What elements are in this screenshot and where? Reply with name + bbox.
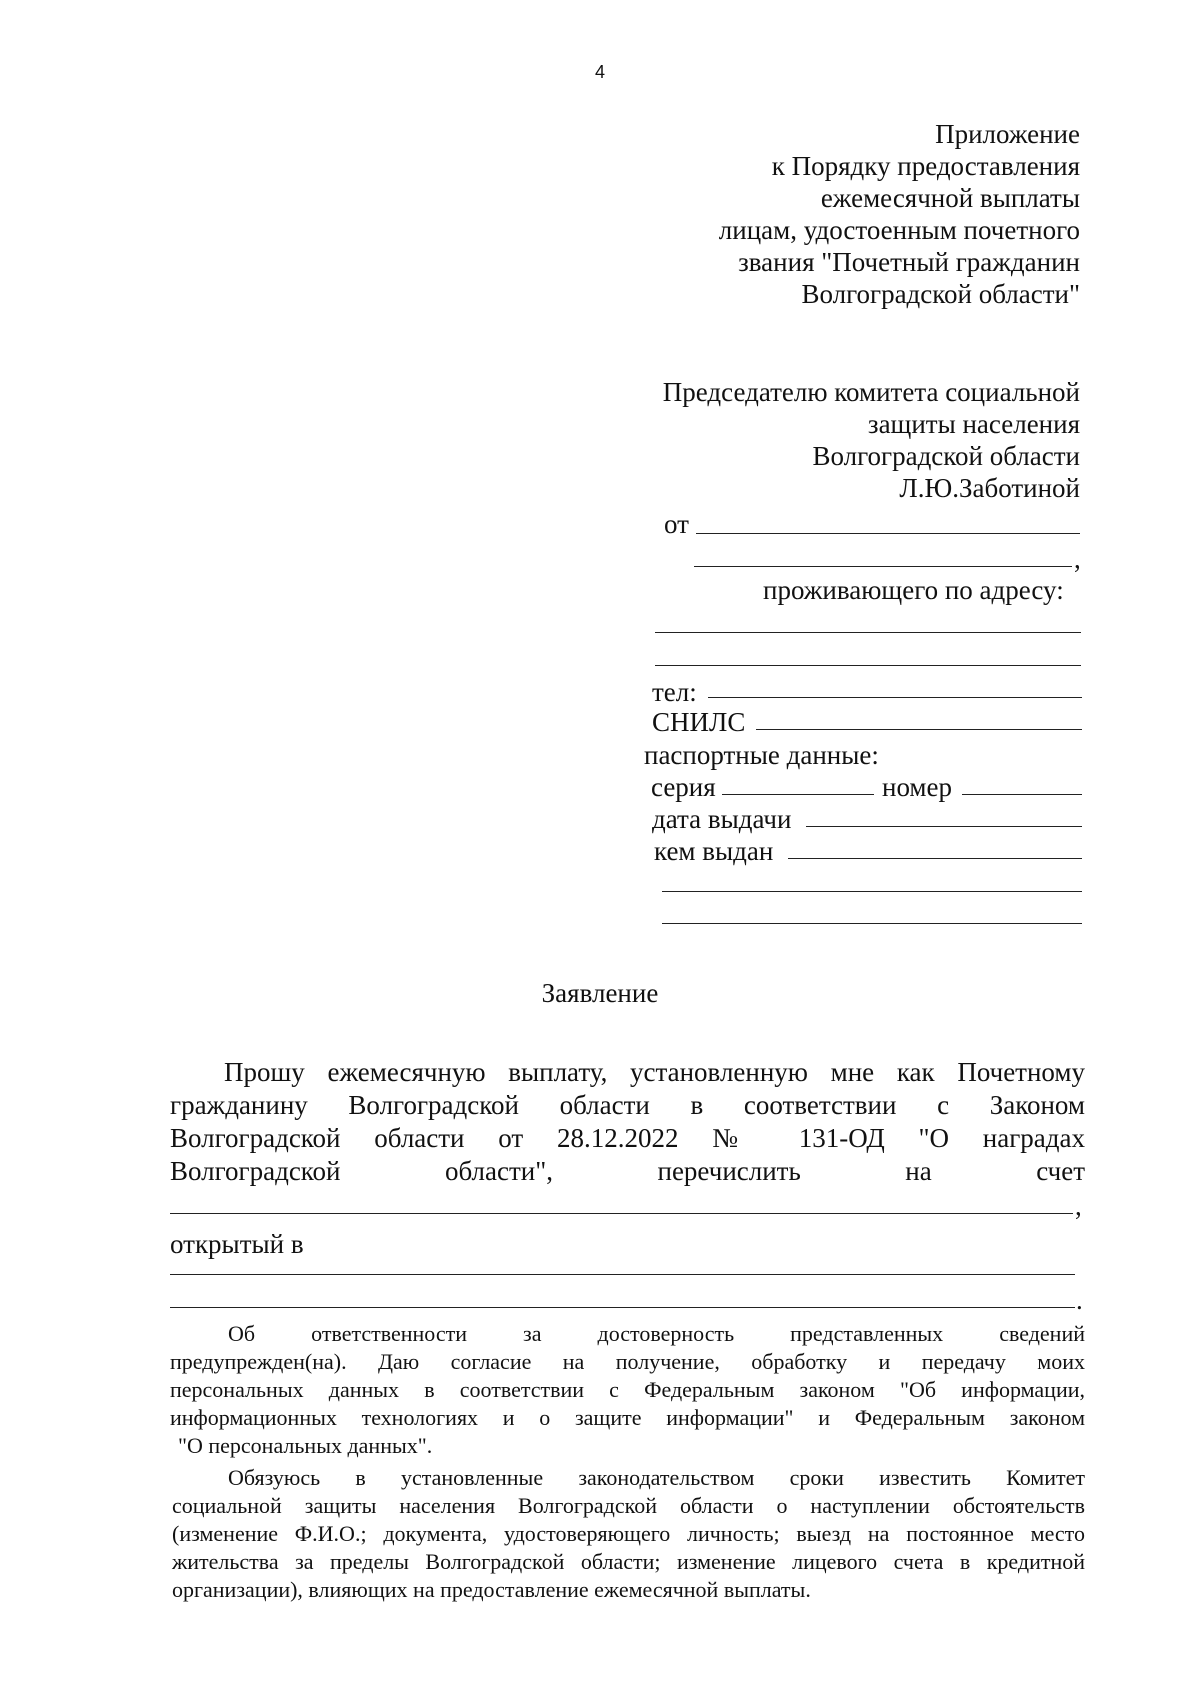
addressee-line: Л.Ю.Заботиной	[899, 473, 1080, 503]
opened-in-label: открытый в	[170, 1229, 304, 1259]
residing-label: проживающего по адресу:	[763, 575, 1064, 605]
address-field-1[interactable]	[655, 632, 1081, 633]
consent-line: предупрежден(на). Даю согласие на получение, обработку и передачу моих	[170, 1349, 1085, 1374]
series-label: серия	[651, 772, 716, 802]
applicant-name-field[interactable]	[696, 533, 1080, 534]
obligation-line: жительства за пределы Волгоградской области; изменение лицевого счета в кредитной	[172, 1549, 1085, 1574]
number-label: номер	[882, 772, 953, 802]
request-line: Волгоградской области", перечислить на счет	[170, 1156, 1085, 1186]
appendix-line: ежемесячной выплаты	[820, 183, 1080, 213]
applicant-name-field-2[interactable]	[694, 566, 1072, 567]
appendix-line: к Порядку предоставления	[771, 151, 1080, 181]
appendix-line: Волгоградской области"	[801, 279, 1080, 309]
address-field-2[interactable]	[655, 665, 1081, 666]
bank-field-2[interactable]	[170, 1307, 1075, 1308]
appendix-line: звания "Почетный гражданин	[738, 247, 1080, 277]
account-field[interactable]	[170, 1213, 1073, 1214]
issued-by-field-3[interactable]	[662, 923, 1082, 924]
consent-line: персональных данных в соответствии с Федеральным законом "Об информации,	[170, 1377, 1085, 1402]
addressee-line: Председателю комитета социальной	[662, 377, 1080, 407]
issue-date-field[interactable]	[806, 826, 1082, 827]
series-field[interactable]	[722, 794, 874, 795]
appendix-line: лицам, удостоенным почетного	[718, 215, 1080, 245]
request-line: Волгоградской области от 28.12.2022 № 131-ОД "О наградах	[170, 1123, 1085, 1153]
statement-title: Заявление	[541, 978, 659, 1008]
issued-by-field[interactable]	[788, 858, 1082, 859]
addressee-line: защиты населения	[867, 409, 1080, 439]
consent-line: информационных технологиях и о защите информации" и Федеральным законом	[170, 1405, 1085, 1430]
issued-by-label: кем выдан	[654, 836, 774, 866]
obligation-line-last: организации), влияющих на предоставление ежемесячной выплаты.	[172, 1577, 811, 1602]
phone-label: тел:	[652, 677, 697, 707]
consent-line: Об ответственности за достоверность представленных сведений	[228, 1321, 1085, 1346]
phone-field[interactable]	[708, 697, 1082, 698]
addressee-block	[663, 376, 1080, 504]
appendix-header	[719, 118, 1080, 310]
snils-field[interactable]	[756, 729, 1082, 730]
bank-period: .	[1076, 1285, 1083, 1315]
issued-by-field-2[interactable]	[662, 891, 1082, 892]
obligation-line: Обязуюсь в установленные законодательством сроки известить Комитет	[228, 1465, 1085, 1490]
comma-mark: ,	[1074, 544, 1081, 574]
consent-line-last: "О персональных данных".	[178, 1433, 433, 1458]
obligation-line: (изменение Ф.И.О.; документа, удостоверяющего личность; выезд на постоянное место	[172, 1521, 1085, 1546]
request-line: гражданину Волгоградской области в соответствии с Законом	[170, 1090, 1085, 1120]
snils-label: СНИЛС	[652, 707, 746, 737]
bank-field-1[interactable]	[170, 1274, 1075, 1275]
from-label: от	[664, 509, 689, 539]
account-comma: ,	[1075, 1191, 1082, 1221]
passport-label: паспортные данные:	[644, 740, 879, 770]
request-line: Прошу ежемесячную выплату, установленную мне как Почетному	[224, 1057, 1085, 1087]
obligation-line: социальной защиты населения Волгоградской области о наступлении обстоятельств	[172, 1493, 1085, 1518]
issue-date-label: дата выдачи	[652, 804, 792, 834]
page-number: 4	[594, 62, 605, 82]
appendix-line: Приложение	[935, 119, 1080, 149]
addressee-line: Волгоградской области	[812, 441, 1080, 471]
number-field[interactable]	[962, 794, 1082, 795]
